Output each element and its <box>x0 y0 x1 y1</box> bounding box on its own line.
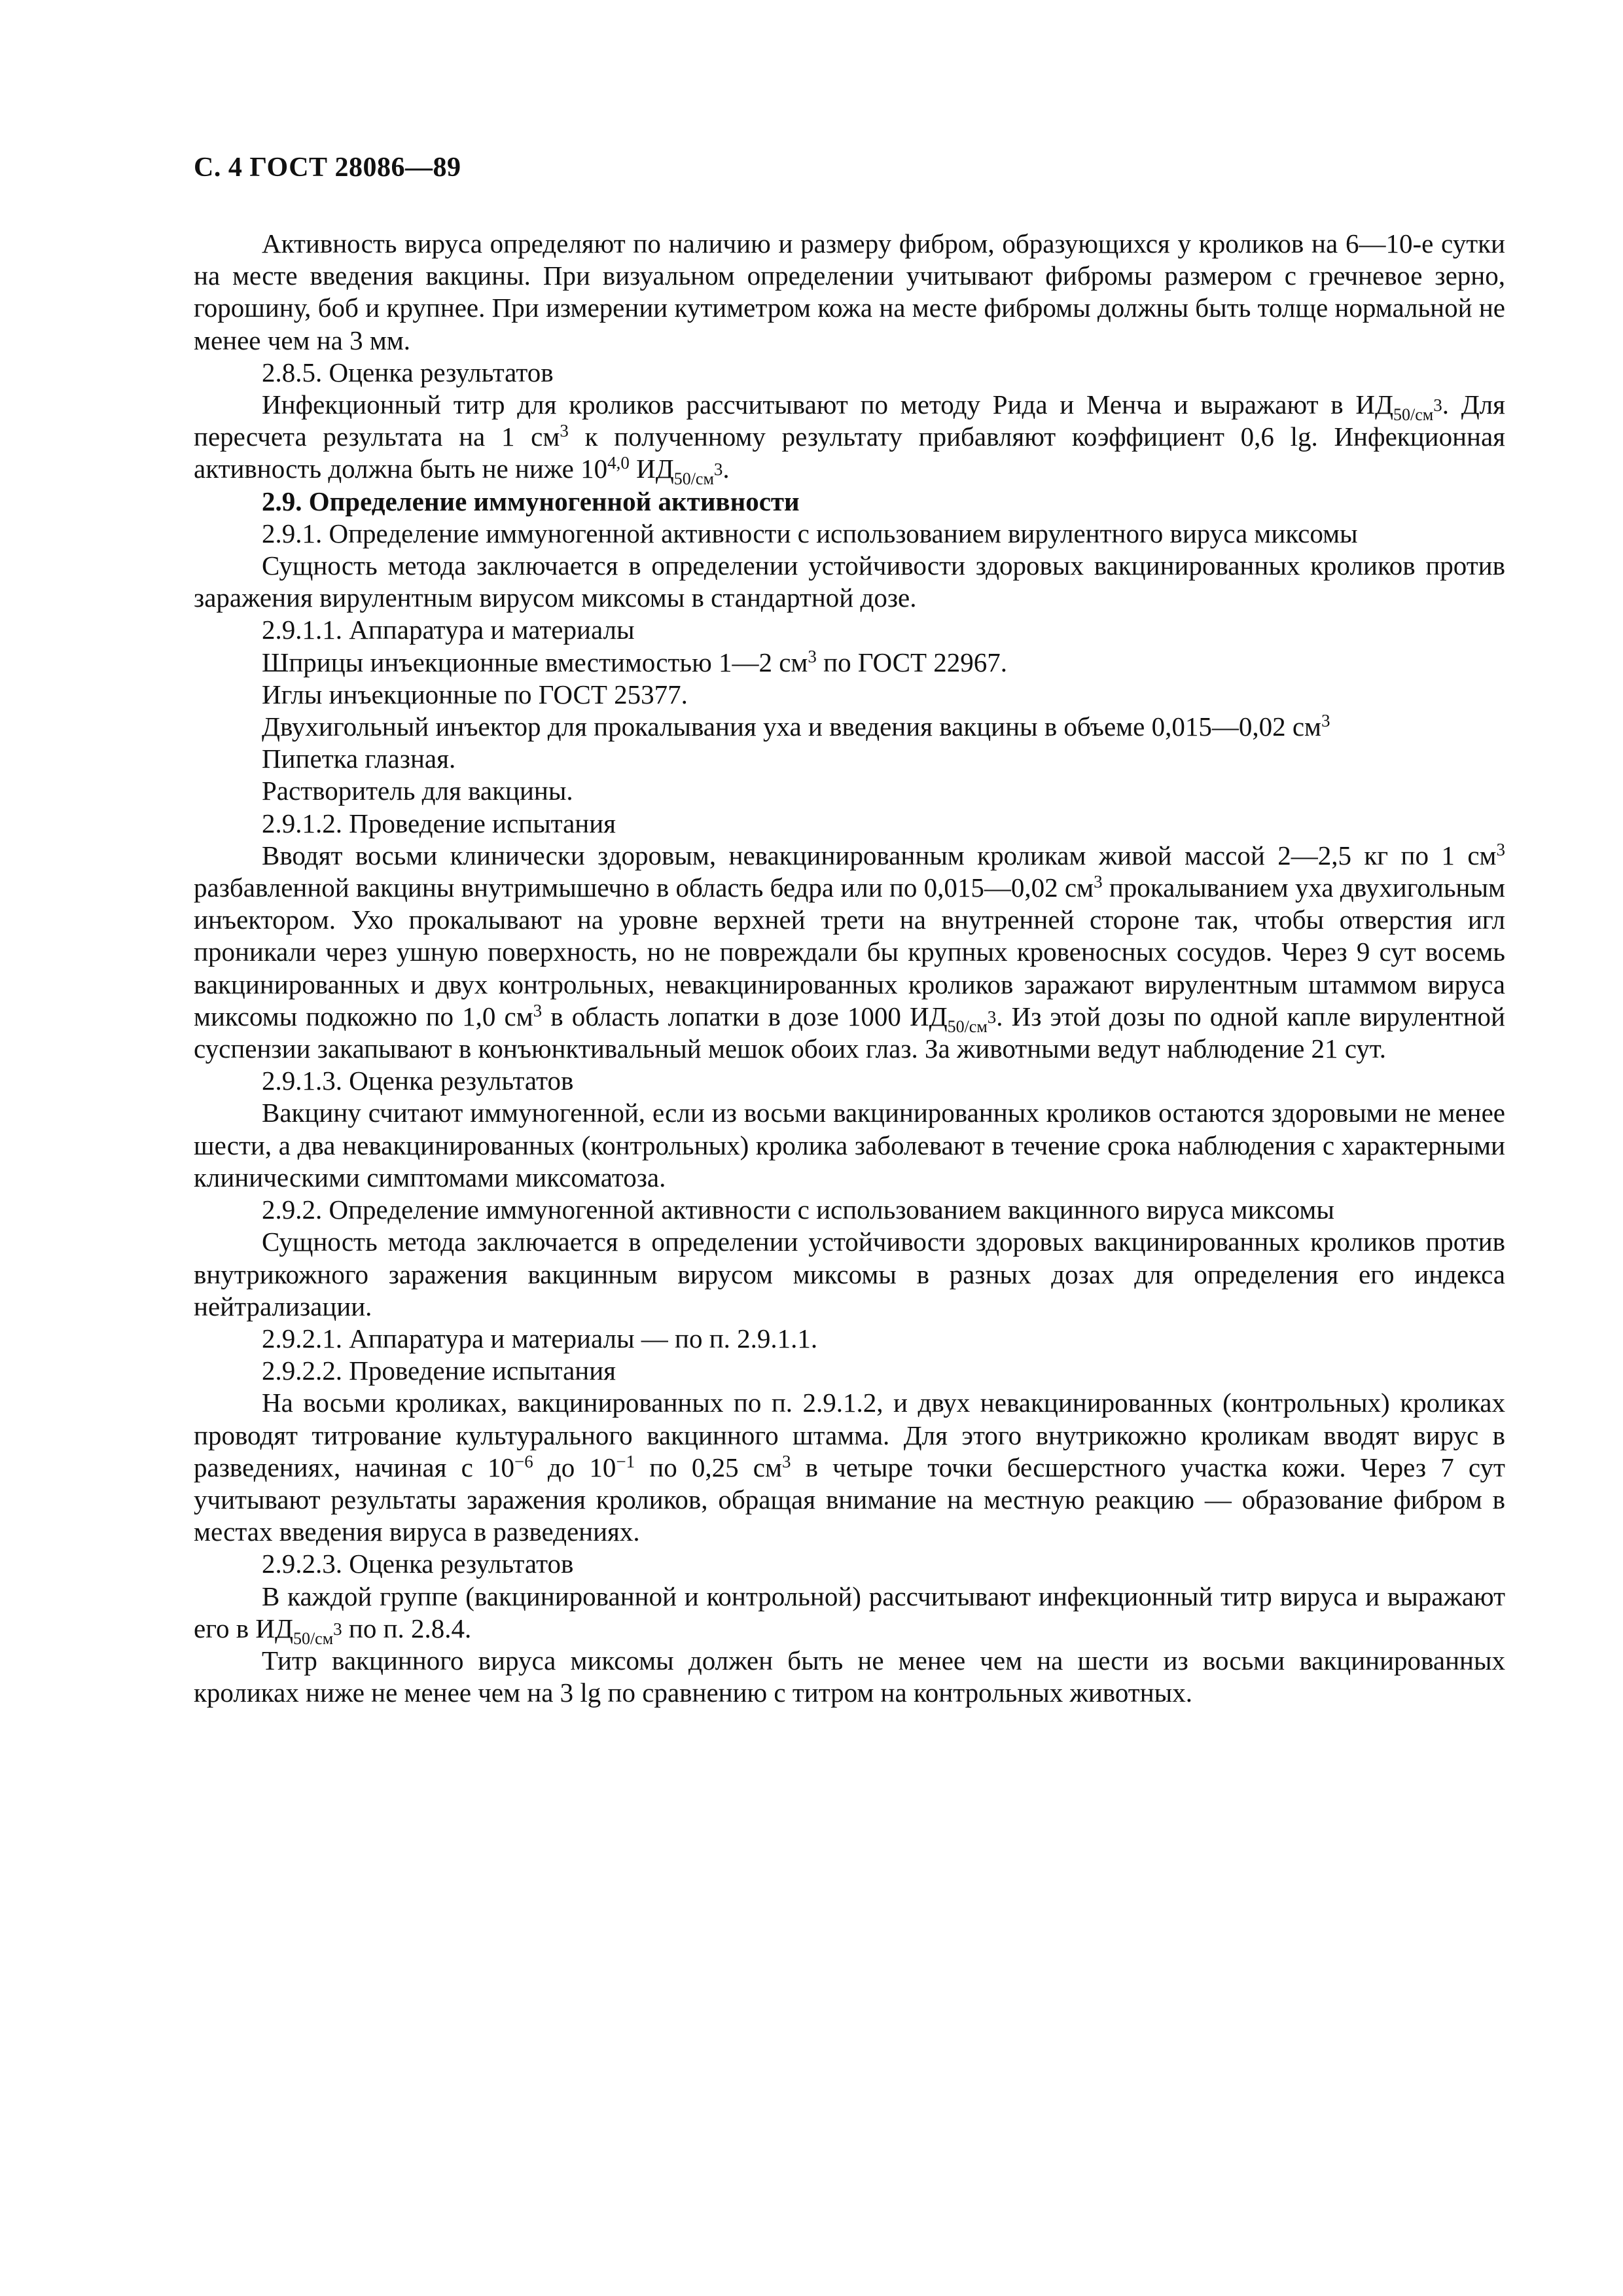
text-segment: ИД <box>629 454 674 484</box>
section-2-9-1-2-heading: 2.9.1.2. Проведение испытания <box>262 808 616 838</box>
unit-subscript: 50/см3 <box>947 1007 997 1036</box>
section-2-9-2-2-heading: 2.9.2.2. Проведение испытания <box>262 1355 616 1386</box>
unit-subscript: 50/см3 <box>293 1619 342 1648</box>
text-segment: Инфекционный титр для кроликов рассчитывают по методу Рида и Менча и выражают в ИД <box>262 389 1393 420</box>
item-needles: Иглы инъекционные по ГОСТ 25377. <box>262 679 688 709</box>
paragraph-titer-requirement: Титр вакцинного вируса миксомы должен быть не менее чем на шести из восьми вакцинированных кроликах ниже не менее чем на 3 lg по сравнению с титром на контрольных животных. <box>194 1645 1505 1708</box>
unit-subscript: 50/см3 <box>1393 395 1442 425</box>
section-2-9-1-3-heading: 2.9.1.3. Оценка результатов <box>262 1066 574 1096</box>
item-pipette: Пипетка глазная. <box>262 744 456 774</box>
section-2-9-2-3-heading: 2.9.2.3. Оценка результатов <box>262 1549 574 1579</box>
item-solvent: Растворитель для вакцины. <box>262 776 573 806</box>
text-segment: к полученному результату прибавляют коэффициент 0,6 lg. Инфекционная активность должна быть не ниже 10 <box>194 422 1506 484</box>
section-2-8-5-heading: 2.8.5. Оценка результатов <box>262 357 554 387</box>
paragraph-method-essence-2: Сущность метода заключается в определении устойчивости здоровых вакцинированных кроликов против внутрикожного заражения вакцинным вирусом миксомы в разных дозах для определения его индекса нейтрализации. <box>194 1227 1505 1321</box>
section-2-9-heading: 2.9. Определение иммуногенной активности <box>262 486 800 516</box>
section-2-9-2-1-heading: 2.9.2.1. Аппаратура и материалы — по п. 2.9.1.1. <box>262 1323 818 1354</box>
section-2-9-2-heading: 2.9.2. Определение иммуногенной активности с использованием вакцинного вируса миксомы <box>262 1194 1334 1225</box>
exponent: 4,0 <box>607 453 630 473</box>
paragraph-virus-activity: Активность вируса определяют по наличию и размеру фибром, образующихся у кроликов на 6—10-е сутки на месте введения вакцины. При визуальном определении учитывают фибромы размером с гречневое зерно, горошину, боб и крупнее. При измерении кутиметром кожа на месте фибромы должны быть толще нормальной не менее чем на 3 мм. <box>194 228 1505 355</box>
item-syringes: Шприцы инъекционные вместимостью 1—2 $см^3$ по ГОСТ 22967. <box>262 646 1007 677</box>
item-injector: Двухигольный инъектор для прокалывания уха и введения вакцины в объеме 0,015—0,02 $см^3$ <box>262 711 1330 742</box>
paragraph-evaluation-1: Вакцину считают иммуногенной, если из восьми вакцинированных кроликов остаются здоровыми не менее шести, а два невакцинированных (контрольных) кролика заболевают в течение срока наблюдения с характерными клиническими симптомами миксоматоза. <box>194 1098 1505 1193</box>
text-segment: . Для пересчета результата на 1 см <box>194 389 1505 452</box>
unit-subscript: 50/см3 <box>673 459 723 489</box>
paragraph-method-essence-1: Сущность метода заключается в определении устойчивости здоровых вакцинированных кроликов против заражения вирулентным вирусом миксомы в стандартной дозе. <box>194 550 1505 613</box>
paragraph-evaluation-2: В каждой группе (вакцинированной и контрольной) рассчитывают инфекционный титр вируса и выражают его в $ИД_{50/см^3}$ по п. 2.8.4. <box>194 1581 1505 1648</box>
page-header: С. 4 ГОСТ 28086—89 <box>194 152 461 183</box>
paragraph-test-procedure-2: На восьми кроликах, вакцинированных по п. 2.9.1.2, и двух невакцинированных (контрольных) кроликах проводят титрование культурального вакцинного штамма. Для этого внутрикожно кроликам вводят вирус в разведениях, начиная с $10^{-6}$ до $10^{-1}$ по 0,25 $см^3$ в четыре точки бесшерстного участка кожи. Через 7 сут учитывают результаты заражения кроликов, обращая внимание на местную реакцию — образование фибром в местах введения вируса в разведениях. <box>194 1388 1505 1547</box>
paragraph-infectious-titer: Инфекционный титр для кроликов рассчитывают по методу Рида и Менча и выражают в $ИД_{50/см^3}$. Для пересчета результата на 1 $см^3$ к полученному результату прибавляют коэффициент 0,6 lg. Инфекционная активность должна быть не ниже 10$^{4,0}$ $ИД_{50/см^3}$. <box>194 389 1506 489</box>
paragraph-test-procedure-1: Вводят восьми клинически здоровым, невакцинированным кроликам живой массой 2—2,5 кг по 1 $см^3$ разбавленной вакцины внутримышечно в область бедра или по 0,015—0,02 $см^3$ прокалыванием уха двухигольным инъектором. Ухо прокалывают на уровне верхней трети на внутренней стороне так, чтобы отверстия игл проникали через ушную поверхность, но не повреждали бы крупных кровеносных сосудов. Через 9 сут восемь вакцинированных и двух контрольных, невакцинированных кроликов заражают вирулентным штаммом вируса миксомы подкожно по 1,0 $см^3$ в область лопатки в дозе 1000 $ИД_{50/см^3}$. Из этой дозы по одной капле вирулентной суспензии закапывают в конъюнктивальный мешок обоих глаз. За животными ведут наблюдение 21 сут. <box>194 839 1505 1064</box>
section-2-9-1-1-heading: 2.9.1.1. Аппаратура и материалы <box>262 615 635 645</box>
superscript: 3 <box>560 421 569 441</box>
section-2-9-1-heading: 2.9.1. Определение иммуногенной активности с использованием вирулентного вируса миксомы <box>262 518 1358 548</box>
document-body <box>194 228 1505 1709</box>
